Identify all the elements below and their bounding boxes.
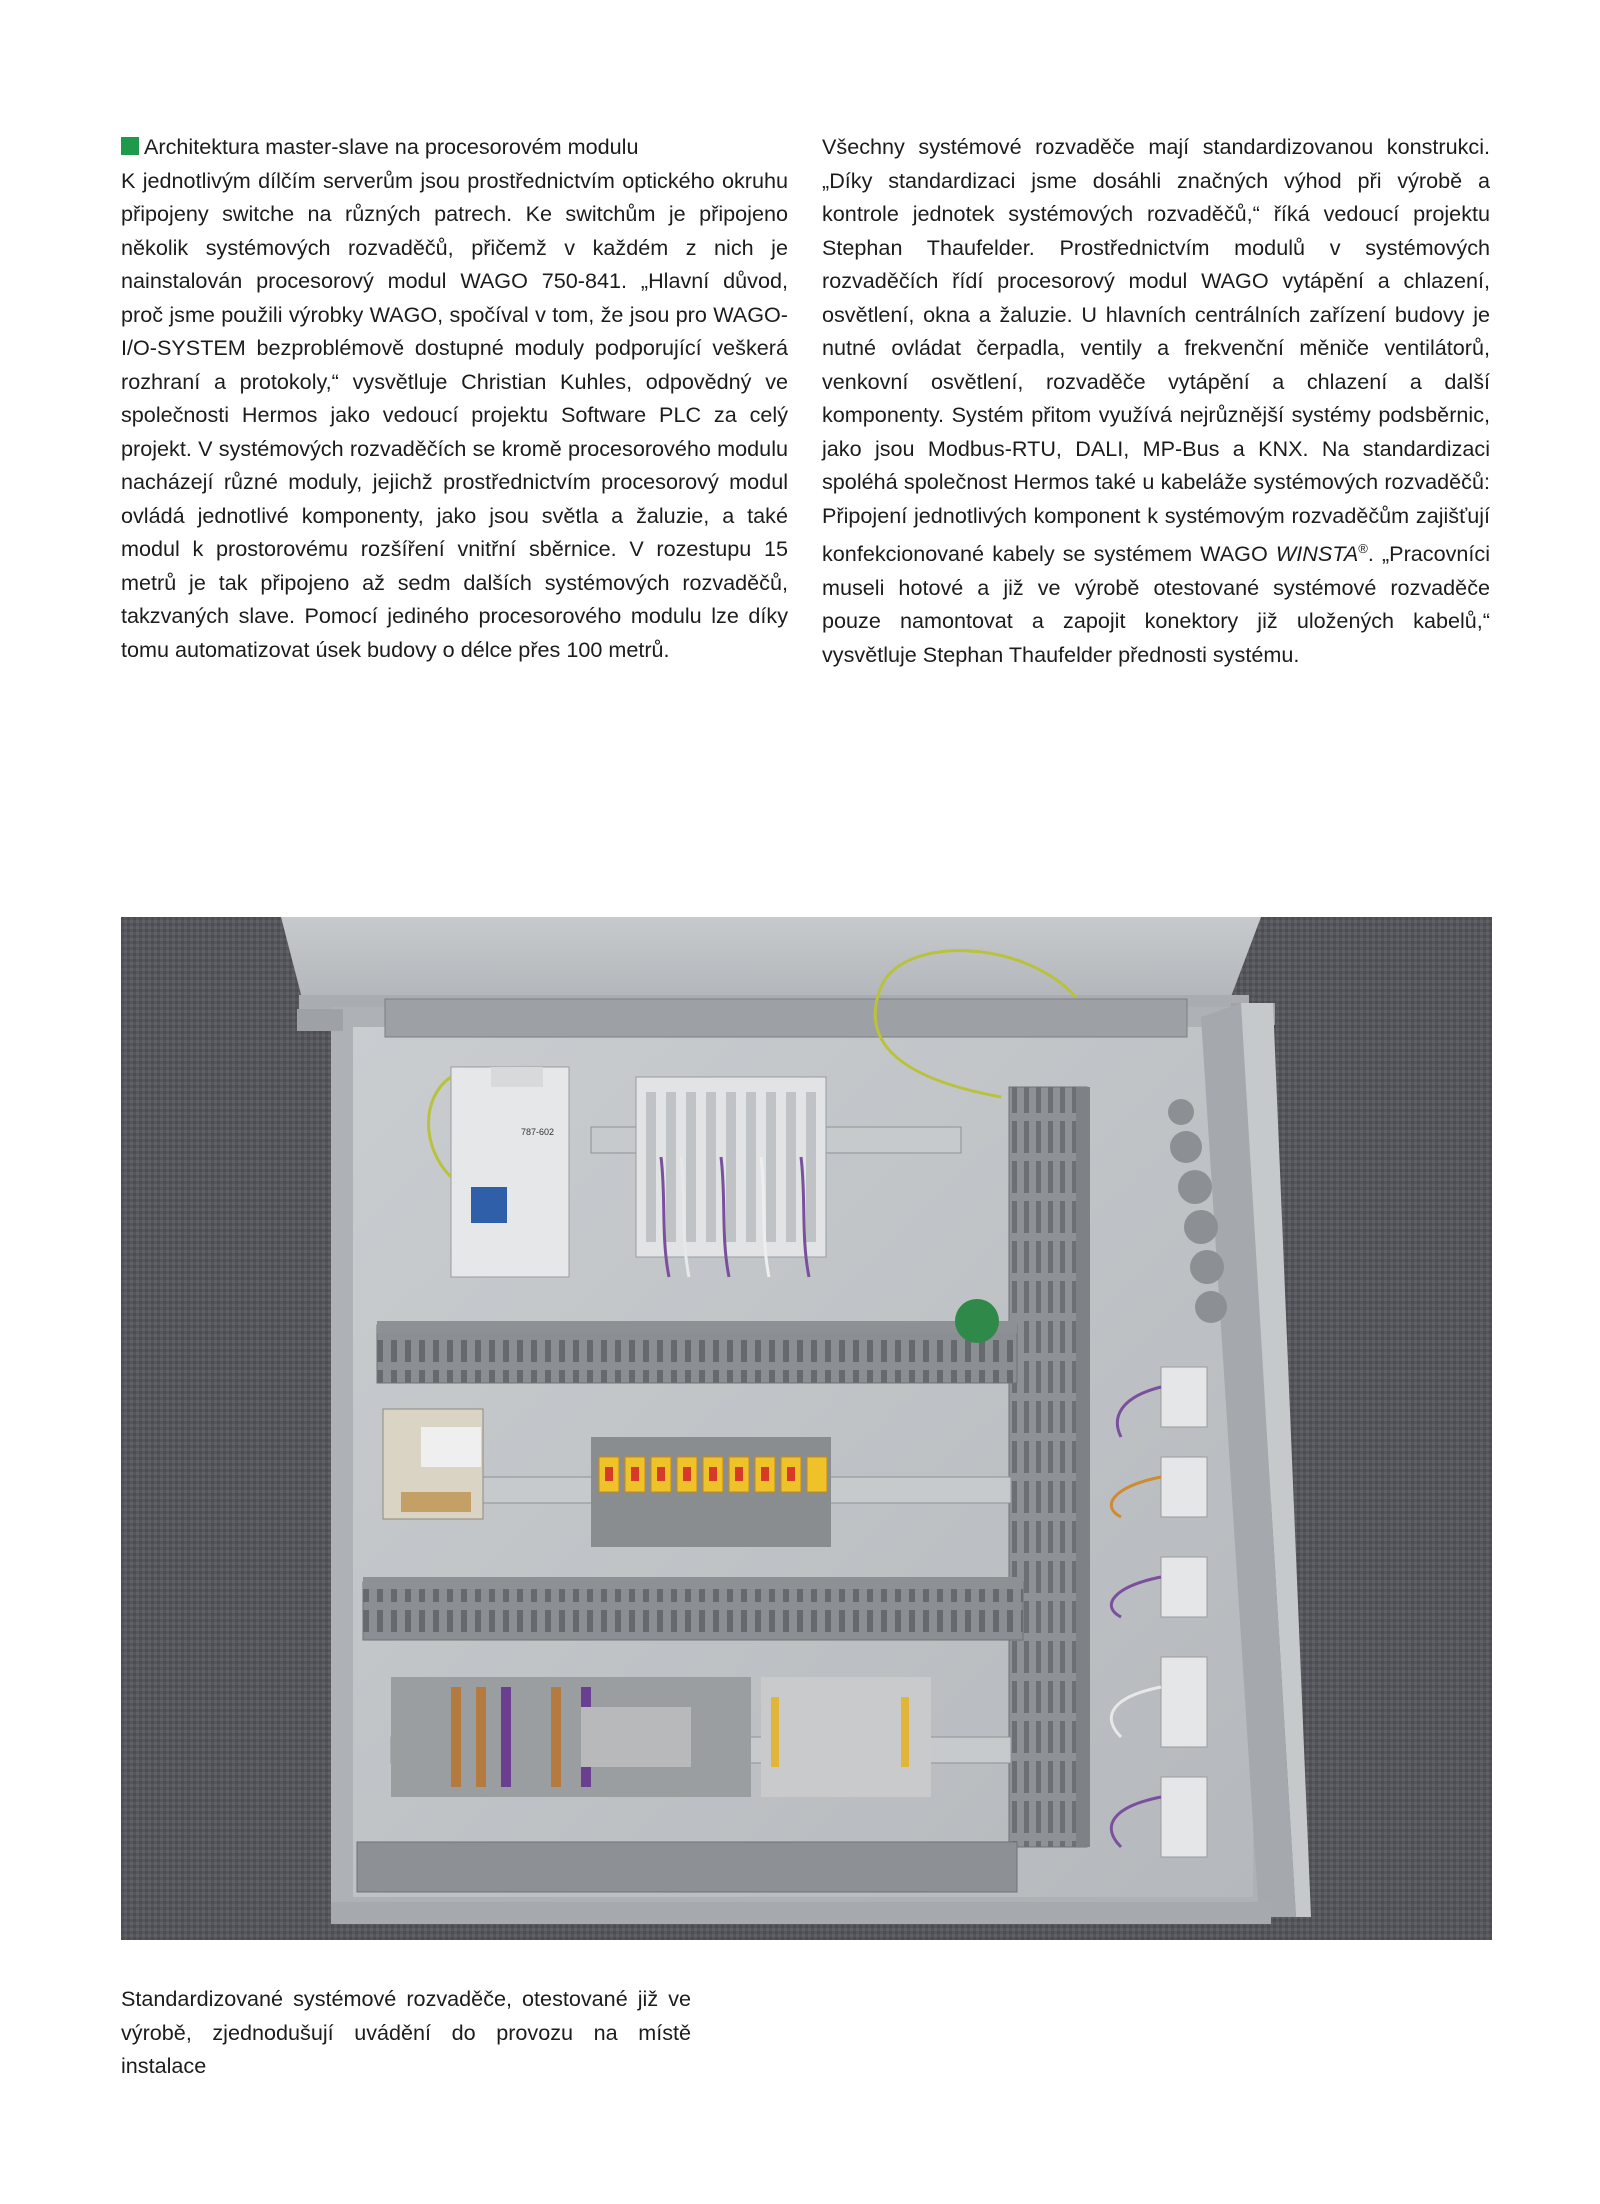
winsta-brand: WINSTA: [1275, 541, 1359, 567]
registered-mark: ®: [1358, 541, 1368, 556]
right-column-text-end: . „Pracovníci museli hotové a již ve výrobě otestované systémové rozvaděče pouze namontovat a zapojit konektory již uložených kabelů,“ vysvětluje Stephan Thaufelder přednosti systému.: [822, 541, 1490, 667]
power-supply-label: 787-602: [521, 1127, 555, 1137]
left-column: [121, 130, 788, 666]
photo-caption: [121, 1982, 691, 2083]
control-cabinet-photo: [121, 917, 1492, 1940]
right-column: [822, 130, 1490, 671]
left-column-body: K jednotlivým dílčím serverům jsou prostřednictvím optického okruhu připojeny switche na různých patrech. Ke switchům je připojeno několik systémových rozvaděčů, přičemž v každém z nich je nainstalován procesorový modul WAGO 750-841. „Hlavní důvod, proč jsme použili výrobky WAGO, spočíval v tom, že jsou pro WAGO-I/O-SYSTEM bezproblémově dostupné moduly podporující veškerá rozhraní a protokoly,“ vysvětluje Christian Kuhles, odpovědný ve společnosti Hermos jako vedoucí projektu Software PLC za celý projekt. V systémových rozvaděčích se kromě procesorového modulu nacházejí různé moduly, jejichž prostřednictvím procesorový modul ovládá jednotlivé komponenty, jako jsou světla a žaluzie, a také modul k prostorovému rozšíření vnitřní sběrnice. V rozestupu 15 metrů je tak připojeno až sedm dalších systémových rozvaděčů, takzvaných slave. Pomocí jediného procesorového modulu lze díky tomu automatizovat úsek budovy o délce přes 100 metrů.: [121, 167, 788, 662]
right-column-text: Všechny systémové rozvaděče mají standardizovanou konstrukci. „Díky standardizaci jsme dosáhli značných výhod při výrobě a kontrole jednotek systémových rozvaděčů,“ říká vedoucí projektu Stephan Thaufelder. Prostřednictvím modulů v systémových rozvaděčích řídí procesorový modul WAGO vytápění a chlazení, osvětlení, okna a žaluzie. U hlavních centrálních zařízení budovy je nutné ovládat čerpadla, ventily a frekvenční měniče ventilátorů, venkovní osvětlení, rozvaděče vytápění a chlazení a další komponenty. Systém přitom využívá nejrůznější systémy podsběrnic, jako jsou Modbus-RTU, DALI, MP-Bus a KNX. Na standardizaci spoléhá společnost Hermos také u kabeláže systémových rozvaděčů: Připojení jednotlivých komponent k systémovým rozvaděčům zajišťují konfekcionované kabely se systémem WAGO: [822, 134, 1490, 567]
section-heading: [121, 130, 788, 164]
green-square-icon: [121, 137, 139, 155]
section-heading-text: Architektura master-slave na procesorovém modulu: [144, 134, 639, 159]
right-column-body: [822, 130, 1490, 671]
photo-caption-text: Standardizované systémové rozvaděče, otestované již ve výrobě, zjednodušují uvádění do provozu na místě instalace: [121, 1986, 691, 2078]
